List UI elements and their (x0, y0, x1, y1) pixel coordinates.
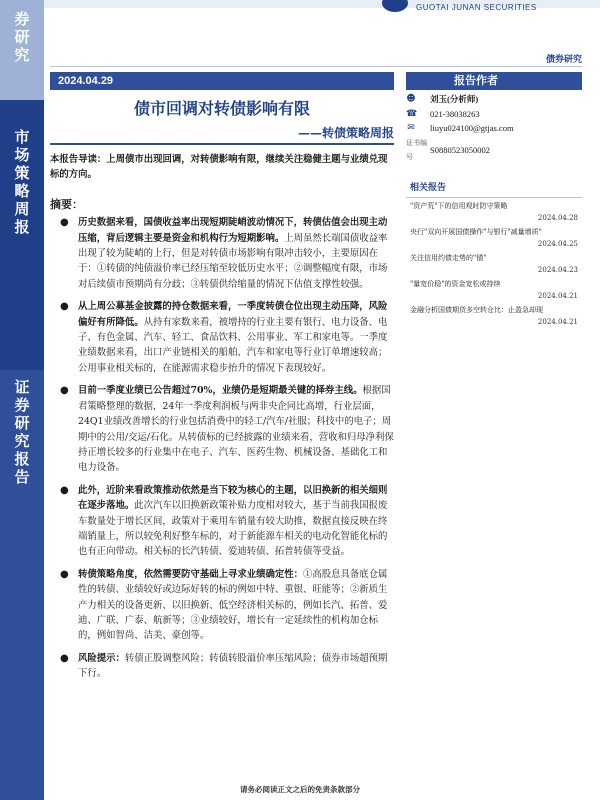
abstract-list (50, 215, 396, 681)
abstract-item-bold: 历史数据来看，国债收益率出现短期陡峭波动情况下，转债估值会出现主动压缩，背后逻辑主要是资金和机构行为短期影响。 (78, 217, 388, 244)
related-report-date: 2024.04.23 (537, 265, 578, 274)
abstract-item-text: ①高股息具备底仓属性的转债、业绩较好或边际好转的标的例如中特、重银、旺能等；②新质生产力相关的设备更新、以旧换新、低空经济相关标的，例如长汽、拓普、爱迪、广联、广泰、航新等；③业绩较好，增长有一定延续性的机构加仓标的，例如智尚、洁美、豪创等。 (78, 568, 388, 642)
sidebar-top-text: 券研究 (14, 10, 30, 64)
lead-label: 本报告导读： (50, 154, 107, 165)
related-reports-heading: 相关报告 (406, 177, 582, 198)
abstract-item-bold: 转债策略角度，依然需要防守基础上寻求业绩确定性： (78, 568, 304, 580)
abstract-label: 摘要： (50, 197, 83, 211)
author-email[interactable]: liuyu024100@gtjas.com (430, 123, 514, 133)
bullet-icon: ● (60, 568, 69, 580)
related-report-title[interactable]: "量宽价稳"的资金宽松或持续 (410, 279, 501, 288)
company-logo (382, 0, 582, 16)
header-divider (50, 66, 582, 67)
main-content (50, 150, 396, 689)
abstract-item-bold: 此外，近阶来看政策推动依然是当下较为核心的主题，以旧换新的相关细则在逐步落地。 (78, 484, 388, 512)
report-subtitle: ——转债策略周报 (297, 126, 394, 140)
abstract-item-text: 根据国君策略整理的数据，24年一季度利润板与两非央企同比高增，行业层面，24Q1业绩改善增长的行业包括消费中的轻工/汽车/社服；科技中的电子；周期中的公用/交运/石化。从转债标的已经披露的业绩来看，营收和归母净利保持正增长较多的行业集中在电子、汽车、医药生物、机械设备、基础化工和电力设备。 (78, 385, 394, 474)
abstract-item-text: 转债正股调整风险；转债转股溢价率压缩风险；债券市场超预期下行。 (78, 652, 388, 680)
abstract-item (50, 215, 396, 292)
abstract-item-bold: 风险提示： (78, 652, 125, 664)
document-type: 债券研究 (545, 55, 582, 65)
related-report-title[interactable]: 金融分析国债期货多空转仓比：止盈急却现 (410, 305, 543, 314)
report-date: 2024.04.29 (50, 72, 394, 90)
email-icon: ✉ (407, 123, 415, 133)
author-panel-heading: 报告作者 (406, 72, 582, 90)
author-email-row (406, 121, 582, 136)
abstract-item-bold: 目前一季度业绩已公告超过70%，业绩仍是短期最关键的择券主线。 (78, 385, 363, 397)
related-report-item[interactable] (406, 276, 582, 302)
logo-mark-icon (382, 0, 408, 12)
abstract-item-text: 从持有家数来看，被增持的行业主要有银行、电力设备、电子、有色金属、汽车、轻工、食品饮料、公用事业、军工和家电等。一季度业绩数据来看，出口产业链相关的船舶、汽车和家电等行业订单增速较高；公用事业相关标的，在能源需求稳步抬升的情况下表现较好。 (78, 316, 388, 374)
related-report-item[interactable] (406, 198, 582, 224)
author-name-row (406, 92, 582, 107)
abstract-item (50, 567, 396, 644)
right-panel (406, 72, 582, 328)
author-phone: 021-38038263 (430, 108, 480, 119)
abstract-item (50, 383, 396, 475)
related-report-title[interactable]: 关注信用约债走势的"锚" (410, 253, 487, 262)
lead-text: 上周债市出现回调，对转债影响有限，继续关注稳健主题与业绩兑现标的方向。 (50, 154, 388, 181)
abstract-item (50, 651, 396, 682)
related-report-date: 2024.04.28 (537, 213, 578, 222)
related-report-title[interactable]: 央行"双向开展国债操作"与银行"减量增质" (410, 227, 542, 236)
related-report-item[interactable] (406, 224, 582, 250)
bullet-icon: ● (60, 385, 69, 397)
author-cert-row (406, 136, 582, 165)
related-report-date: 2024.04.21 (537, 291, 578, 300)
related-report-date: 2024.04.25 (537, 239, 578, 248)
related-reports-list (406, 198, 582, 328)
bullet-icon: ● (60, 652, 69, 664)
sidebar-middle-block (0, 100, 44, 370)
related-report-date: 2024.04.21 (537, 317, 578, 326)
author-info (406, 92, 582, 165)
abstract-item (50, 483, 396, 560)
bullet-icon: ● (60, 217, 69, 229)
report-lead (50, 152, 396, 183)
sidebar-top-block (0, 0, 44, 100)
title-divider (50, 143, 394, 145)
report-title: 债市回调对转债影响有限 (133, 99, 310, 118)
author-phone-row (406, 107, 582, 122)
abstract-item-text: 上周虽然长端国债收益率出现了较为陡峭的上行，但是对转债市场影响有限冲击较小，主要原因在于：①转债的纯债溢价率已经压缩至较低历史水平；②调整幅度有限，市场对后续债市预期尚有分歧；③转债供给缩量的情况下估值支撑性较强。 (78, 232, 388, 290)
related-report-title[interactable]: "资产荒"下的信用观时防守策略 (410, 201, 508, 210)
logo-text: GUOTAI JUNAN SECURITIES (416, 3, 537, 12)
abstract-item-bold: 从上周公募基金披露的持仓数据来看，一季度转债仓位出现主动压降，风险偏好有所降低。 (78, 301, 388, 328)
person-icon: ☻ (406, 94, 416, 104)
disclaimer-footer: 请务必阅读正文之后的免责条款部分 (240, 785, 360, 794)
related-report-item[interactable] (406, 250, 582, 276)
abstract-item (50, 299, 396, 376)
related-report-item[interactable] (406, 302, 582, 328)
sidebar-bottom-block (0, 370, 44, 800)
author-name: 刘玉(分析师) (430, 94, 479, 104)
bullet-icon: ● (60, 484, 69, 496)
left-sidebar (0, 0, 44, 800)
sidebar-report-type-text: 证券研究报告 (14, 378, 30, 486)
sidebar-category-text: 市场策略周报 (14, 128, 30, 236)
abstract-item-text: 此次汽车以旧换新政策补贴力度相对较大，基于当前我国报废车数量处于增长区间，政策对于乘用车销量有较大助推，数据直接反映在终端销量上，所以较免利好整车标的，对于新能源车相关的电动化智能化标的也有正向带动。相关标的长汽转债、爱迪转债、拓普转债等受益。 (78, 500, 388, 558)
cert-label: 证书编号 (406, 138, 427, 161)
bullet-icon: ● (60, 301, 69, 313)
cert-number: S0880523050002 (430, 144, 490, 155)
phone-icon: ☎ (406, 108, 418, 119)
